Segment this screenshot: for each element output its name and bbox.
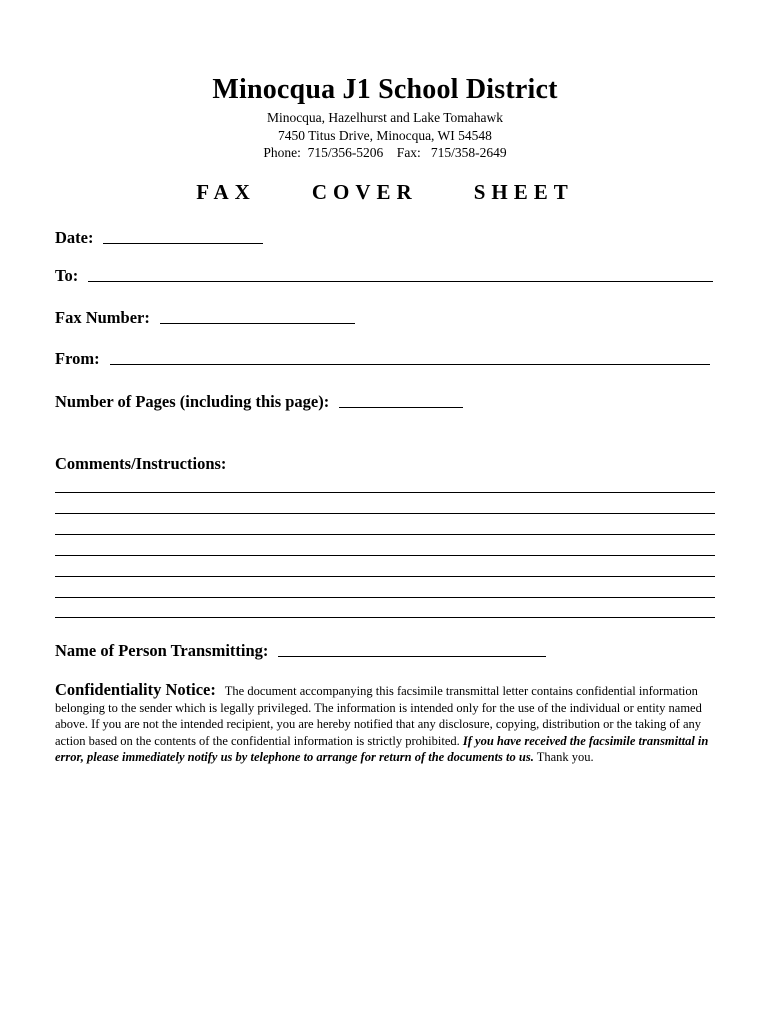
comment-line[interactable] xyxy=(55,617,715,618)
pages-blank-line[interactable] xyxy=(339,406,463,408)
to-field xyxy=(55,266,713,286)
street-address: 7450 Titus Drive, Minocqua, WI 54548 xyxy=(278,128,492,143)
communities-line: Minocqua, Hazelhurst and Lake Tomahawk xyxy=(266,110,504,125)
confidentiality-emphasis: If you have received the facsimile transmittal in error, please immediately notify us by telephone to arrange for return of the documents to us. xyxy=(55,733,709,764)
title-word-fax: FAX xyxy=(196,180,256,204)
transmitter-name-label: Name of Person Transmitting: xyxy=(55,641,269,660)
comment-line[interactable] xyxy=(55,597,715,598)
from-field xyxy=(55,349,710,369)
to-blank-line[interactable] xyxy=(88,280,713,282)
comment-line[interactable] xyxy=(55,492,715,493)
comment-line[interactable] xyxy=(55,576,715,577)
title-word-sheet: SHEET xyxy=(473,180,574,204)
confidentiality-closing: Thank you. xyxy=(536,750,594,764)
comments-field xyxy=(55,454,226,474)
pages-field xyxy=(55,392,463,412)
pages-label: Number of Pages (including this page): xyxy=(55,392,330,411)
district-name: Minocqua J1 School District xyxy=(212,74,558,105)
confidentiality-heading: Confidentiality Notice: xyxy=(55,680,216,699)
fax-number-field xyxy=(55,308,355,328)
from-blank-line[interactable] xyxy=(110,363,710,365)
confidentiality-notice xyxy=(55,682,715,766)
transmitter-name-field xyxy=(55,641,546,661)
phone-fax-line: Phone: 715/356-5206 Fax: 715/358-2649 xyxy=(263,145,507,160)
title-word-cover: COVER xyxy=(311,180,418,204)
fax-number-label: Fax Number: xyxy=(55,308,150,327)
comment-line[interactable] xyxy=(55,513,715,514)
transmitter-name-blank-line[interactable] xyxy=(278,655,546,657)
fax-number-blank-line[interactable] xyxy=(160,322,355,324)
comments-label: Comments/Instructions: xyxy=(55,454,227,473)
from-label: From: xyxy=(55,349,100,368)
date-label: Date: xyxy=(55,228,94,247)
to-label: To: xyxy=(55,266,79,285)
confidentiality-body: The document accompanying this facsimile transmittal letter contains confidential information belonging to the sender which is legally privileged. The information is intended only for the use of the individual or entity named above. If you are not the intended recipient, you are hereby notified that any disclosure, copying, distribution or the taking of any action based on the contents of the confidential information is strictly prohibited. xyxy=(55,684,702,748)
date-blank-line[interactable] xyxy=(103,242,263,244)
fax-cover-sheet-title xyxy=(0,180,770,205)
comment-line[interactable] xyxy=(55,534,715,535)
date-field xyxy=(55,228,263,248)
comment-line[interactable] xyxy=(55,555,715,556)
